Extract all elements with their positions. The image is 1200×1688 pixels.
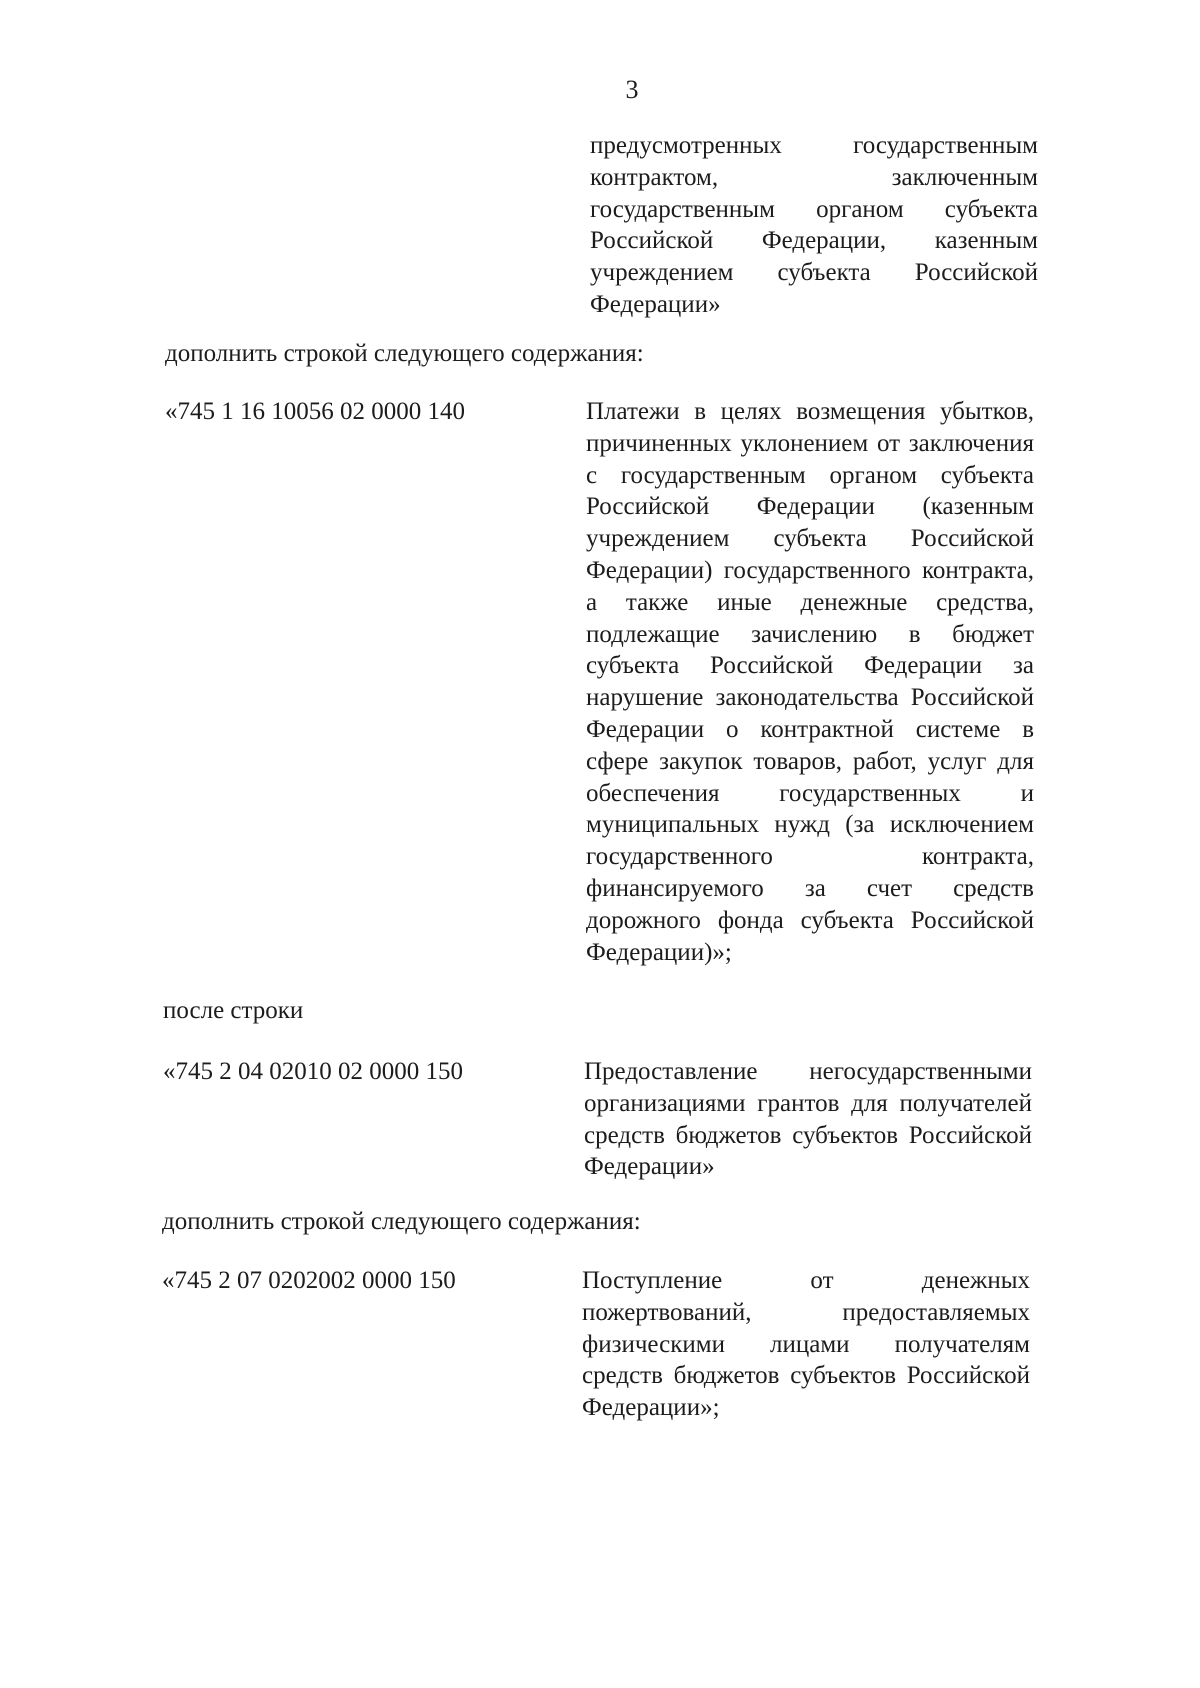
entry-1-description: Платежи в целях возмещения убытков, причиненных уклонением от заключения с государственным органом субъекта Российской Федерации (казенным учреждением субъекта Российской Федерации) государственного контракта, а также иные денежные средства, подлежащие зачислению в бюджет субъекта Российской Федерации за нарушение законодательства Российской Федерации о контрактной системе в сфере закупок товаров, работ, услуг для обеспечения государственных и муниципальных нужд (за исключением государственного контракта, финансируемого за счет средств дорожного фонда субъекта Российской Федерации)»; [586, 398, 1034, 966]
entry-2-description: Предоставление негосударственными организациями грантов для получателей средств бюджетов субъектов Российской Федерации» [584, 1058, 1032, 1181]
entry-3-description: Поступление от денежных пожертвований, предоставляемых физическими лицами получателям средств бюджетов субъектов Российской Федерации»; [582, 1267, 1030, 1422]
instruction-add-row-1: дополнить строкой следующего содержания: [165, 340, 644, 367]
entry-3-code: «745 2 07 0202002 0000 150 [162, 1267, 456, 1294]
entry-1-code: «745 1 16 10056 02 0000 140 [165, 398, 465, 425]
entry-2-code: «745 2 04 02010 02 0000 150 [163, 1058, 463, 1085]
page-number: 3 [625, 75, 639, 104]
instruction-add-row-2: дополнить строкой следующего содержания: [162, 1208, 641, 1235]
continuation-description: предусмотренных государственным контрактом, заключенным государственным органом субъекта Российской Федерации, казенным учреждением субъекта Российской Федерации» [590, 132, 1038, 318]
instruction-after-row: после строки [163, 997, 304, 1024]
